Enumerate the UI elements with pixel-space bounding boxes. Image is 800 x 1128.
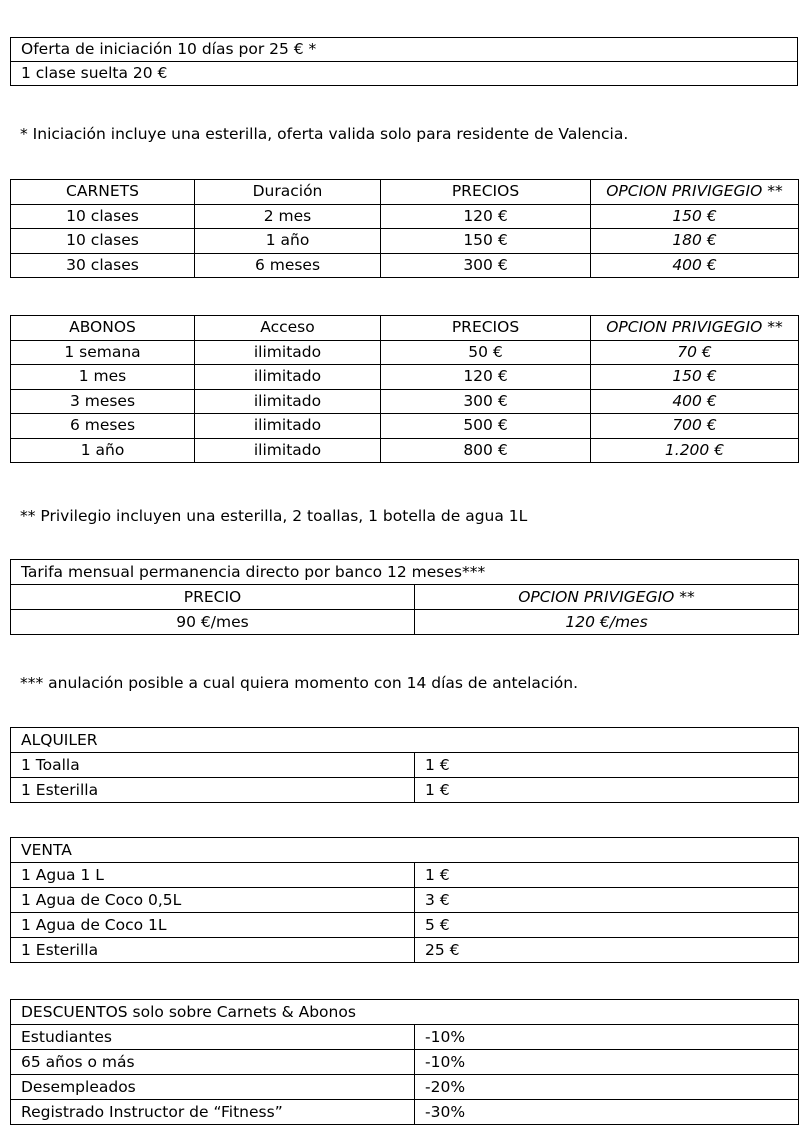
carnets-table [10, 179, 799, 278]
table-cell: -20% [415, 1075, 799, 1100]
table-cell: 1 año [11, 438, 195, 463]
venta-table [10, 837, 799, 963]
column-header: CARNETS [11, 180, 195, 205]
table-cell: 700 € [591, 414, 799, 439]
table-cell: 1 Agua de Coco 0,5L [11, 888, 415, 913]
table-cell: 10 clases [11, 204, 195, 229]
table-cell: 1 € [415, 863, 799, 888]
table-row [11, 753, 799, 778]
table-cell: ilimitado [195, 414, 381, 439]
table-cell: 10 clases [11, 229, 195, 254]
table-cell: 6 meses [195, 253, 381, 278]
table-row [11, 938, 799, 963]
table-cell: 5 € [415, 913, 799, 938]
table-cell: Desempleados [11, 1075, 415, 1100]
column-header: OPCION PRIVIGEGIO ** [591, 180, 799, 205]
table-cell: 30 clases [11, 253, 195, 278]
table-header-row [11, 585, 799, 610]
note-iniciacion: * Iniciación incluye una esterilla, oferta valida solo para residente de Valencia. [20, 125, 629, 143]
table-cell: 1 semana [11, 340, 195, 365]
table-header-row [11, 180, 799, 205]
column-header: PRECIOS [381, 316, 591, 341]
column-header: PRECIOS [381, 180, 591, 205]
table-row [11, 1025, 799, 1050]
table-cell: Estudiantes [11, 1025, 415, 1050]
table-header-row [11, 316, 799, 341]
table-row [11, 438, 799, 463]
table-row [11, 560, 799, 585]
abonos-table [10, 315, 799, 463]
table-cell: 120 € [381, 204, 591, 229]
table-row [11, 888, 799, 913]
table-cell: 120 €/mes [415, 610, 799, 635]
column-header: Duración [195, 180, 381, 205]
table-cell: 1 Esterilla [11, 938, 415, 963]
table-cell: 3 meses [11, 389, 195, 414]
oferta-iniciacion: Oferta de iniciación 10 días por 25 € * [11, 38, 798, 62]
table-cell: ilimitado [195, 365, 381, 390]
column-header: OPCION PRIVIGEGIO ** [415, 585, 799, 610]
table-cell: 180 € [591, 229, 799, 254]
tarifa-title: Tarifa mensual permanencia directo por banco 12 meses*** [11, 560, 799, 585]
table-row [11, 610, 799, 635]
table-row [11, 1100, 799, 1125]
table-row [11, 838, 799, 863]
note-privilegio: ** Privilegio incluyen una esterilla, 2 toallas, 1 botella de agua 1L [20, 507, 528, 525]
table-row [11, 229, 799, 254]
table-row [11, 253, 799, 278]
table-cell: 1 € [415, 753, 799, 778]
table-cell: ilimitado [195, 340, 381, 365]
table-row [11, 913, 799, 938]
table-cell: 1 Esterilla [11, 778, 415, 803]
table-cell: 120 € [381, 365, 591, 390]
table-cell: 500 € [381, 414, 591, 439]
table-cell: 150 € [381, 229, 591, 254]
table-cell: 70 € [591, 340, 799, 365]
table-row [11, 62, 798, 86]
table-row [11, 38, 798, 62]
table-row [11, 365, 799, 390]
table-row [11, 204, 799, 229]
table-cell: 300 € [381, 389, 591, 414]
table-row [11, 1075, 799, 1100]
table-cell: 400 € [591, 389, 799, 414]
table-cell: Registrado Instructor de “Fitness” [11, 1100, 415, 1125]
table-cell: 90 €/mes [11, 610, 415, 635]
table-cell: 1 mes [11, 365, 195, 390]
table-cell: 800 € [381, 438, 591, 463]
table-cell: 150 € [591, 204, 799, 229]
table-row [11, 340, 799, 365]
table-cell: 150 € [591, 365, 799, 390]
table-cell: ilimitado [195, 389, 381, 414]
tarifa-table [10, 559, 799, 635]
table-cell: 65 años o más [11, 1050, 415, 1075]
table-cell: 1 Agua de Coco 1L [11, 913, 415, 938]
descuentos-table [10, 999, 799, 1125]
table-cell: -10% [415, 1050, 799, 1075]
table-cell: 1.200 € [591, 438, 799, 463]
table-cell: 3 € [415, 888, 799, 913]
table-row [11, 389, 799, 414]
table-cell: 6 meses [11, 414, 195, 439]
table-row [11, 1000, 799, 1025]
column-header: OPCION PRIVIGEGIO ** [591, 316, 799, 341]
column-header: PRECIO [11, 585, 415, 610]
table-cell: 300 € [381, 253, 591, 278]
table-cell: ilimitado [195, 438, 381, 463]
table-cell: 400 € [591, 253, 799, 278]
table-cell: 1 Agua 1 L [11, 863, 415, 888]
note-anulacion: *** anulación posible a cual quiera momento con 14 días de antelación. [20, 674, 578, 692]
descuentos-title: DESCUENTOS solo sobre Carnets & Abonos [11, 1000, 799, 1025]
table-row [11, 863, 799, 888]
table-cell: 1 Toalla [11, 753, 415, 778]
table-row [11, 728, 799, 753]
table-cell: 1 año [195, 229, 381, 254]
table-cell: 1 € [415, 778, 799, 803]
table-row [11, 1050, 799, 1075]
column-header: Acceso [195, 316, 381, 341]
table-row [11, 778, 799, 803]
alquiler-title: ALQUILER [11, 728, 799, 753]
column-header: ABONOS [11, 316, 195, 341]
oferta-table [10, 37, 798, 86]
table-cell: 25 € [415, 938, 799, 963]
table-cell: 2 mes [195, 204, 381, 229]
venta-title: VENTA [11, 838, 799, 863]
alquiler-table [10, 727, 799, 803]
table-cell: -10% [415, 1025, 799, 1050]
table-cell: -30% [415, 1100, 799, 1125]
table-cell: 50 € [381, 340, 591, 365]
oferta-clase-suelta: 1 clase suelta 20 € [11, 62, 798, 86]
table-row [11, 414, 799, 439]
